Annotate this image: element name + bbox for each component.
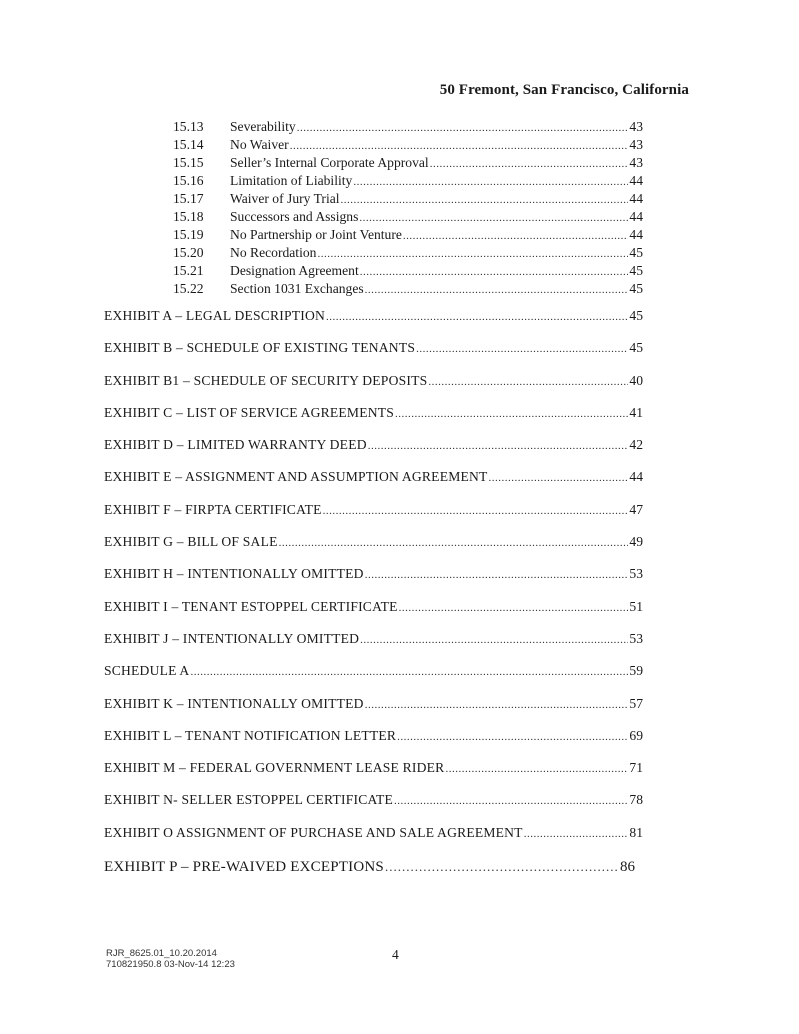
entry-page-number: 45 — [629, 308, 643, 323]
entry-page-number: 44 — [629, 209, 643, 224]
dot-leader — [445, 760, 628, 778]
section-number: 15.14 — [173, 137, 204, 152]
dot-leader — [428, 373, 628, 391]
dot-leader — [297, 119, 629, 137]
entry-page-number: 86 — [620, 859, 635, 876]
exhibit-entry — [104, 695, 643, 727]
entry-title: Successors and Assigns — [230, 209, 359, 224]
dot-leader — [190, 663, 628, 681]
entry-title: No Recordation — [230, 245, 317, 260]
dot-leader — [317, 245, 628, 263]
entry-page-number: 49 — [629, 534, 643, 550]
entry-page-number: 41 — [629, 404, 643, 420]
section-entry — [173, 208, 643, 226]
section-entry — [173, 226, 643, 244]
entry-title: EXHIBIT J – INTENTIONALLY OMITTED — [104, 630, 360, 646]
entry-page-number: 78 — [629, 792, 643, 808]
exhibit-entry — [104, 501, 643, 533]
section-number: 15.15 — [173, 155, 204, 170]
exhibit-entry — [104, 565, 643, 597]
entry-title: EXHIBIT K – INTENTIONALLY OMITTED — [104, 695, 364, 711]
entry-title: EXHIBIT G – BILL OF SALE — [104, 534, 278, 550]
exhibit-entry — [104, 339, 643, 371]
section-entry — [173, 190, 643, 208]
section-entry — [173, 154, 643, 172]
footer-doc-ref: 710821950.8 03-Nov-14 12:23 — [106, 959, 235, 970]
entry-title: EXHIBIT P – PRE-WAIVED EXCEPTIONS — [104, 859, 384, 876]
entry-title: Seller’s Internal Corporate Approval — [230, 155, 429, 170]
exhibit-entry — [104, 404, 643, 436]
entry-page-number: 71 — [629, 760, 643, 776]
exhibit-entry — [104, 468, 643, 500]
dot-leader — [353, 173, 628, 191]
entry-page-number: 45 — [629, 263, 643, 278]
entry-page-number: 51 — [629, 598, 643, 614]
entry-title: No Waiver — [230, 137, 289, 152]
exhibit-list — [104, 307, 643, 890]
entry-page-number: 53 — [629, 566, 643, 582]
entry-title: EXHIBIT E – ASSIGNMENT AND ASSUMPTION AGREEMENT — [104, 469, 488, 485]
entry-page-number: 44 — [629, 227, 643, 242]
section-entry — [173, 262, 643, 280]
dot-leader — [365, 566, 629, 584]
section-number: 15.18 — [173, 209, 204, 224]
dot-leader — [279, 534, 629, 552]
entry-title: EXHIBIT N- SELLER ESTOPPEL CERTIFICATE — [104, 792, 393, 808]
dot-leader — [360, 631, 628, 649]
entry-title: EXHIBIT L – TENANT NOTIFICATION LETTER — [104, 727, 397, 743]
entry-title: EXHIBIT M – FEDERAL GOVERNMENT LEASE RIDER — [104, 760, 445, 776]
exhibit-entry — [104, 727, 643, 759]
section-entry — [173, 172, 643, 190]
entry-page-number: 45 — [629, 245, 643, 260]
dot-leader — [341, 191, 629, 209]
dot-leader — [365, 696, 629, 714]
exhibit-entry — [104, 759, 643, 791]
entry-page-number: 45 — [629, 340, 643, 356]
entry-title: EXHIBIT A – LEGAL DESCRIPTION — [104, 308, 326, 323]
entry-page-number: 42 — [629, 437, 643, 453]
section-number: 15.22 — [173, 281, 204, 296]
entry-title: Designation Agreement — [230, 263, 359, 278]
entry-page-number: 40 — [629, 372, 643, 388]
section-number: 15.20 — [173, 245, 204, 260]
entry-title: Waiver of Jury Trial — [230, 191, 340, 206]
section-number: 15.16 — [173, 173, 204, 188]
entry-page-number: 69 — [629, 727, 643, 743]
entry-page-number: 47 — [629, 501, 643, 517]
dot-leader — [395, 405, 628, 423]
entry-page-number: 43 — [629, 155, 643, 170]
exhibit-entry — [104, 372, 643, 404]
footer-doc-info — [106, 948, 235, 970]
dot-leader — [524, 825, 629, 843]
exhibit-entry — [104, 533, 643, 565]
entry-title: Section 1031 Exchanges — [230, 281, 364, 296]
dot-leader — [397, 728, 628, 746]
exhibit-entry — [104, 436, 643, 468]
entry-page-number: 44 — [629, 173, 643, 188]
section-entry — [173, 280, 643, 298]
dot-leader — [290, 137, 629, 155]
dot-leader — [368, 437, 629, 455]
exhibit-entry — [104, 307, 643, 339]
section-number: 15.13 — [173, 119, 204, 134]
document-header: 50 Fremont, San Francisco, California — [439, 82, 689, 98]
dot-leader — [394, 792, 628, 810]
entry-page-number: 53 — [629, 630, 643, 646]
section-number: 15.21 — [173, 263, 204, 278]
entry-page-number: 44 — [629, 469, 643, 485]
entry-page-number: 43 — [629, 119, 643, 134]
section-number: 15.19 — [173, 227, 204, 242]
entry-title: EXHIBIT B1 – SCHEDULE OF SECURITY DEPOSITS — [104, 372, 428, 388]
entry-title: Limitation of Liability — [230, 173, 353, 188]
entry-page-number: 57 — [629, 695, 643, 711]
section-entry — [173, 136, 643, 154]
dot-leader — [385, 858, 619, 876]
entry-title: EXHIBIT O ASSIGNMENT OF PURCHASE AND SALE AGREEMENT — [104, 824, 523, 840]
entry-title: EXHIBIT F – FIRPTA CERTIFICATE — [104, 501, 322, 517]
exhibit-entry — [104, 598, 643, 630]
dot-leader — [403, 227, 628, 245]
section-number: 15.17 — [173, 191, 204, 206]
entry-page-number: 81 — [629, 824, 643, 840]
dot-leader — [365, 281, 629, 299]
footer-doc-id: RJR_8625.01_10.20.2014 — [106, 948, 217, 959]
section-entry — [173, 244, 643, 262]
exhibit-entry — [104, 630, 643, 662]
entry-page-number: 59 — [629, 663, 643, 679]
page-number: 4 — [392, 947, 399, 962]
entry-page-number: 44 — [629, 191, 643, 206]
exhibit-entry-last — [104, 858, 635, 890]
entry-title: EXHIBIT C – LIST OF SERVICE AGREEMENTS — [104, 404, 394, 420]
exhibit-entry — [104, 824, 643, 856]
entry-page-number: 45 — [629, 281, 643, 296]
entry-title: Severability — [230, 119, 296, 134]
dot-leader — [489, 469, 629, 487]
entry-title: No Partnership or Joint Venture — [230, 227, 402, 242]
section-list — [173, 118, 643, 298]
entry-title: EXHIBIT D – LIMITED WARRANTY DEED — [104, 437, 367, 453]
dot-leader — [416, 340, 628, 358]
dot-leader — [360, 263, 629, 281]
dot-leader — [430, 155, 629, 173]
exhibit-entry — [104, 662, 643, 694]
section-entry — [173, 118, 643, 136]
entry-title: EXHIBIT H – INTENTIONALLY OMITTED — [104, 566, 364, 582]
dot-leader — [359, 209, 628, 227]
entry-title: SCHEDULE A — [104, 663, 190, 679]
entry-page-number: 43 — [629, 137, 643, 152]
exhibit-entry — [104, 791, 643, 823]
dot-leader — [399, 599, 629, 617]
dot-leader — [323, 502, 629, 520]
dot-leader — [326, 308, 628, 326]
entry-title: EXHIBIT I – TENANT ESTOPPEL CERTIFICATE — [104, 598, 398, 614]
entry-title: EXHIBIT B – SCHEDULE OF EXISTING TENANTS — [104, 340, 416, 356]
